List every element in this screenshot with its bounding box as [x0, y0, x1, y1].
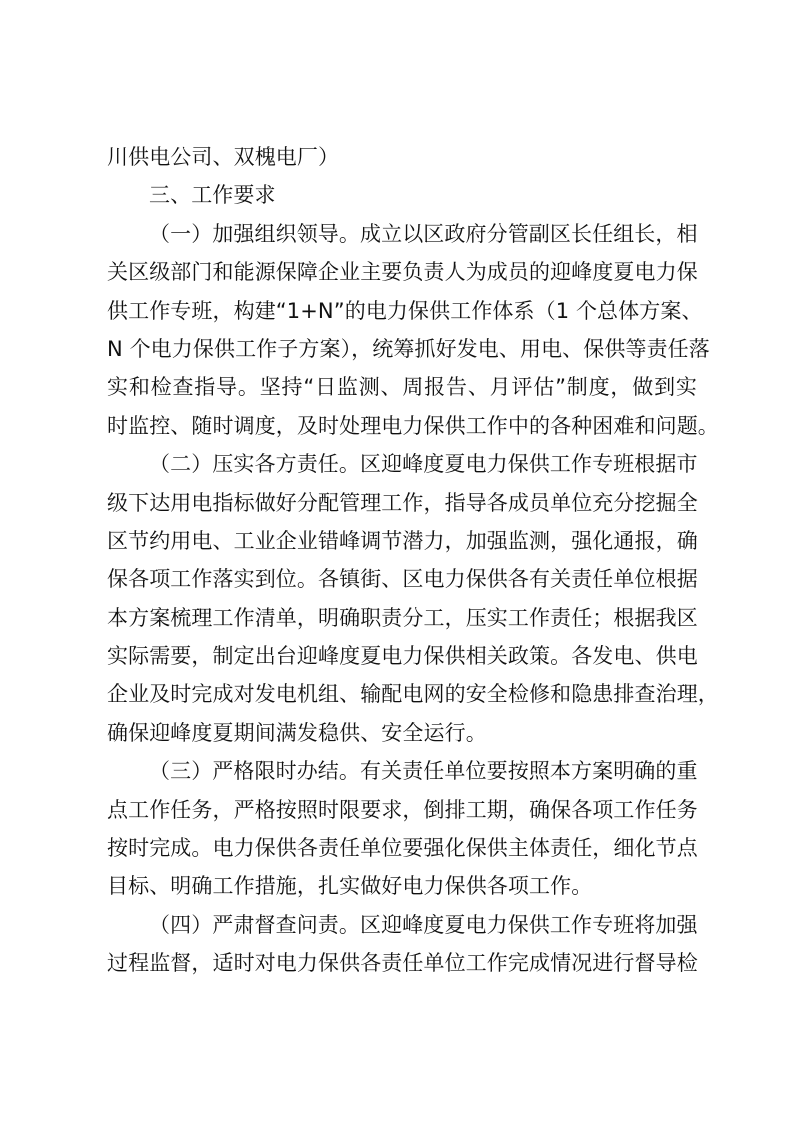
- paragraph-4-line: 过程监督，适时对电力保供各责任单位工作完成情况进行督导检: [107, 951, 698, 976]
- paragraph-1-line: 供工作专班，构建“1+N”的电力保供工作体系（1 个总体方案、: [107, 298, 703, 323]
- paragraph-2-line: 企业及时完成对发电机组、输配电网的安全检修和隐患排查治理，: [107, 682, 719, 707]
- paragraph-2-line: 实际需要，制定出台迎峰度夏电力保供相关政策。各发电、供电: [107, 644, 698, 669]
- paragraph-3-line: 目标、明确工作措施，扎实做好电力保供各项工作。: [107, 874, 593, 899]
- paragraph-3-line: 按时完成。电力保供各责任单位要强化保供主体责任，细化节点: [107, 836, 698, 861]
- paragraph-2-line: 本方案梳理工作清单，明确职责分工，压实工作责任；根据我区: [107, 605, 698, 630]
- body-text: [107, 138, 719, 983]
- paragraph-2-line: 保各项工作落实到位。各镇街、区电力保供各有关责任单位根据: [107, 567, 698, 592]
- paragraph-2-line: （二）压实各方责任。区迎峰度夏电力保供工作专班根据市: [149, 452, 698, 477]
- section-heading: 三、工作要求: [149, 183, 276, 208]
- paragraph-1-line: 实和检查指导。坚持“日监测、周报告、月评估”制度，做到实: [107, 375, 697, 400]
- paragraph-2-line: 确保迎峰度夏期间满发稳供、安全运行。: [107, 720, 487, 745]
- text-line: 川供电公司、双槐电厂）: [107, 145, 340, 169]
- paragraph-2-line: 级下达用电指标做好分配管理工作，指导各成员单位充分挖掘全: [107, 490, 698, 515]
- paragraph-1-line: N 个电力保供工作子方案），统筹抓好发电、用电、保供等责任落: [107, 336, 710, 361]
- paragraph-1-line: 关区级部门和能源保障企业主要负责人为成员的迎峰度夏电力保: [107, 260, 698, 285]
- paragraph-3-line: 点工作任务，严格按照时限要求，倒排工期，确保各项工作任务: [107, 797, 698, 822]
- paragraph-3-line: （三）严格限时办结。有关责任单位要按照本方案明确的重: [149, 759, 698, 784]
- paragraph-4-line: （四）严肃督查问责。区迎峰度夏电力保供工作专班将加强: [149, 912, 698, 937]
- paragraph-1-line: 时监控、随时调度，及时处理电力保供工作中的各种困难和问题。: [107, 413, 719, 438]
- paragraph-2-line: 区节约用电、工业企业错峰调节潜力，加强监测，强化通报，确: [107, 528, 698, 553]
- paragraph-1-line: （一）加强组织领导。成立以区政府分管副区长任组长，相: [149, 221, 698, 246]
